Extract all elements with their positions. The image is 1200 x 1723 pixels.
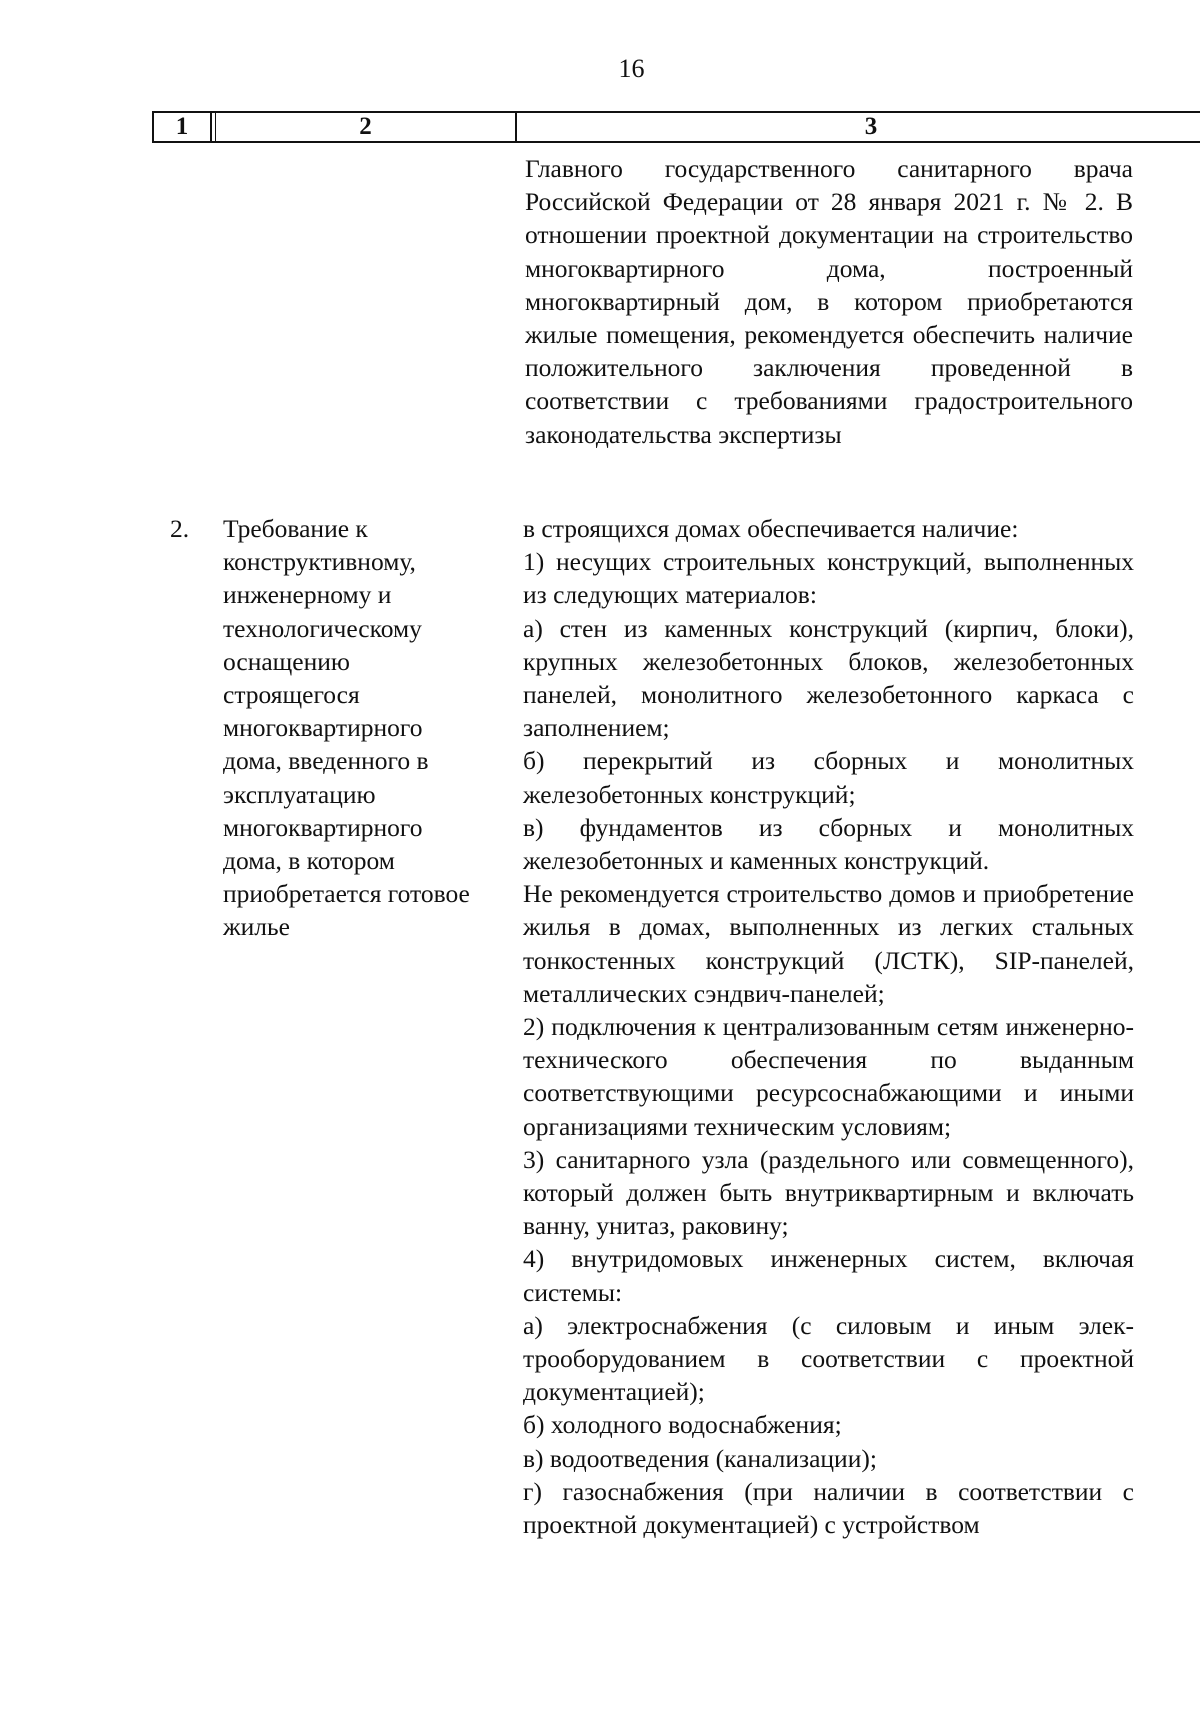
row2-paragraph: в) водоотведения (канализации); bbox=[523, 1443, 877, 1473]
row2-paragraph: 2) подключения к централизованным сетям инженерно-технического обеспечения по выданным соответствующими ресурсоснабжающими и иными организациями техническим условиям; bbox=[523, 1012, 1134, 1141]
row2-paragraph: в) фундаментов из сборных и монолитных железобетонных и каменных конструкций. bbox=[523, 812, 1134, 876]
row1-description: Главного государственного санитарного врача Российской Федерации от 28 января 2021 г. № 2. В отношении проектной документации на строительство многоквартирного дома, построенный многоквартирный дом, в котором приобретаются жилые помещения, рекомендуется обеспечить наличие положительного заключения проведенной в соответствии с требованиями градостроительного законодательства экспертизы bbox=[525, 154, 1133, 449]
row2-paragraph: Не рекомендуется строительство домов и приобретение жилья в домах, выполненных из легких стальных тонкостенных конструкций (ЛСТК), SIP-панелей, металлических сэндвич-панелей; bbox=[523, 879, 1134, 1008]
row2-paragraph: 3) санитарного узла (раздельного или совмещенного), который должен быть внутриквартирным и включать ванну, унитаз, раковину; bbox=[523, 1144, 1134, 1241]
row2-paragraph: г) газоснабжения (при наличии в соответствии с проектной документацией) с устройством bbox=[523, 1476, 1134, 1540]
row2-number: 2. bbox=[170, 514, 190, 543]
row2-paragraph: б) перекрытий из сборных и монолитных железобетонных конструкций; bbox=[523, 746, 1134, 809]
row2-paragraph: 1) несущих строительных конструкций, выполненных из следующих материалов: bbox=[523, 547, 1134, 610]
table-header-col-2: 2 bbox=[216, 113, 517, 141]
table-header-row bbox=[152, 111, 1200, 143]
row2-paragraph: 4) внутридомовых инженерных систем, включая системы: bbox=[523, 1244, 1134, 1307]
row2-paragraph: а) электроснабжения (с силовым и иным электрооборудованием в соответствии с проектной документацией); bbox=[523, 1310, 1134, 1407]
page-number: 16 bbox=[618, 54, 645, 83]
row2-paragraph: в строящихся домах обеспечивается наличие: bbox=[523, 514, 1019, 543]
table-header-col-1: 1 bbox=[154, 113, 212, 141]
row2-paragraph: б) холодного водоснабжения; bbox=[523, 1410, 842, 1440]
row2-paragraph: а) стен из каменных конструкций (кирпич, блоки), крупных железобетонных блоков, железобетонных панелей, монолитного железобетонного каркаса с заполнением; bbox=[523, 613, 1134, 743]
row2-title: Требование к конструктивному, инженерному и технологическому оснащению строящегося многоквартирного дома, введенного в эксплуатацию многоквартирного дома, в котором приобретается готовое жилье bbox=[223, 514, 470, 942]
row2-description bbox=[523, 512, 1134, 1541]
table-header-col-3: 3 bbox=[864, 113, 878, 140]
